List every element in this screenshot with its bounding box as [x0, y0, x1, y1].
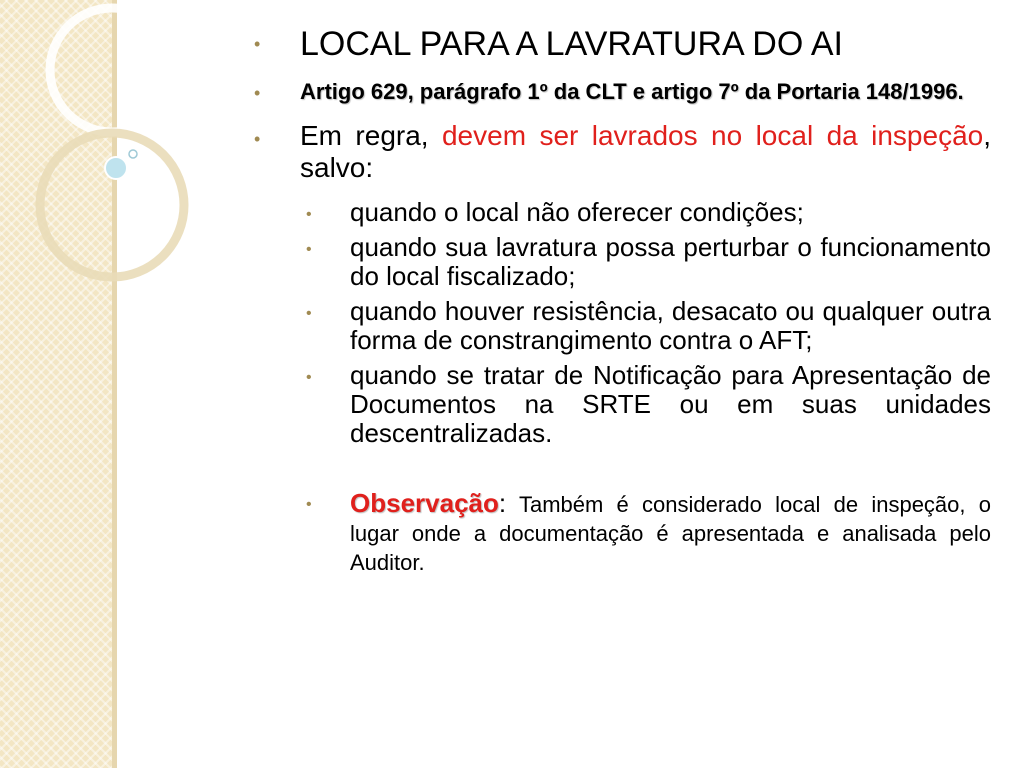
slide-title: LOCAL PARA A LAVRATURA DO AI	[300, 25, 843, 63]
lead-row	[254, 120, 991, 184]
observation-colon: :	[498, 488, 507, 518]
reference-row	[254, 80, 991, 104]
decorative-dot-small	[129, 150, 137, 158]
list-item	[254, 233, 991, 291]
list-item-text: quando o local não oferecer condições;	[350, 197, 804, 227]
decorative-arcs	[0, 0, 200, 330]
observation-text	[350, 488, 991, 575]
observation-body: Também é considerado local de inspeção, o lugar onde a documentação é apresentada e analisada pelo Auditor.	[350, 492, 991, 575]
legal-reference: Artigo 629, parágrafo 1º da CLT e artigo 7º da Portaria 148/1996.	[300, 79, 964, 104]
lead-text	[300, 120, 991, 183]
bullet-icon: •	[254, 129, 261, 149]
list-item-text: quando houver resistência, desacato ou qualquer outra forma de constrangimento contra o AFT;	[350, 296, 991, 355]
lead-suffix: , salvo:	[300, 120, 992, 183]
observation-row	[254, 488, 991, 577]
list-item-text: quando se tratar de Notificação para Apresentação de Documentos na SRTE ou em suas unidades descentralizadas.	[350, 360, 991, 448]
title-row	[254, 22, 991, 66]
bullet-icon: •	[306, 206, 312, 223]
bullet-icon: •	[306, 241, 312, 258]
decorative-arc-top	[50, 8, 174, 132]
bullet-icon: •	[306, 305, 312, 322]
observation-label: Observação	[350, 488, 499, 518]
slide-content	[254, 22, 991, 577]
decorative-dot-large	[105, 157, 127, 179]
bullet-icon: •	[254, 83, 261, 103]
lead-prefix: Em regra,	[300, 120, 442, 151]
bullet-icon: •	[306, 496, 312, 513]
bullet-icon: •	[306, 369, 312, 386]
list-item-text: quando sua lavratura possa perturbar o funcionamento do local fiscalizado;	[350, 232, 991, 291]
decorative-arc-bottom	[40, 133, 184, 277]
list-item	[254, 361, 991, 448]
list-item	[254, 297, 991, 355]
list-item	[254, 198, 991, 227]
lead-highlight: devem ser lavrados no local da inspeção	[441, 120, 984, 151]
bullet-icon: •	[254, 34, 261, 54]
